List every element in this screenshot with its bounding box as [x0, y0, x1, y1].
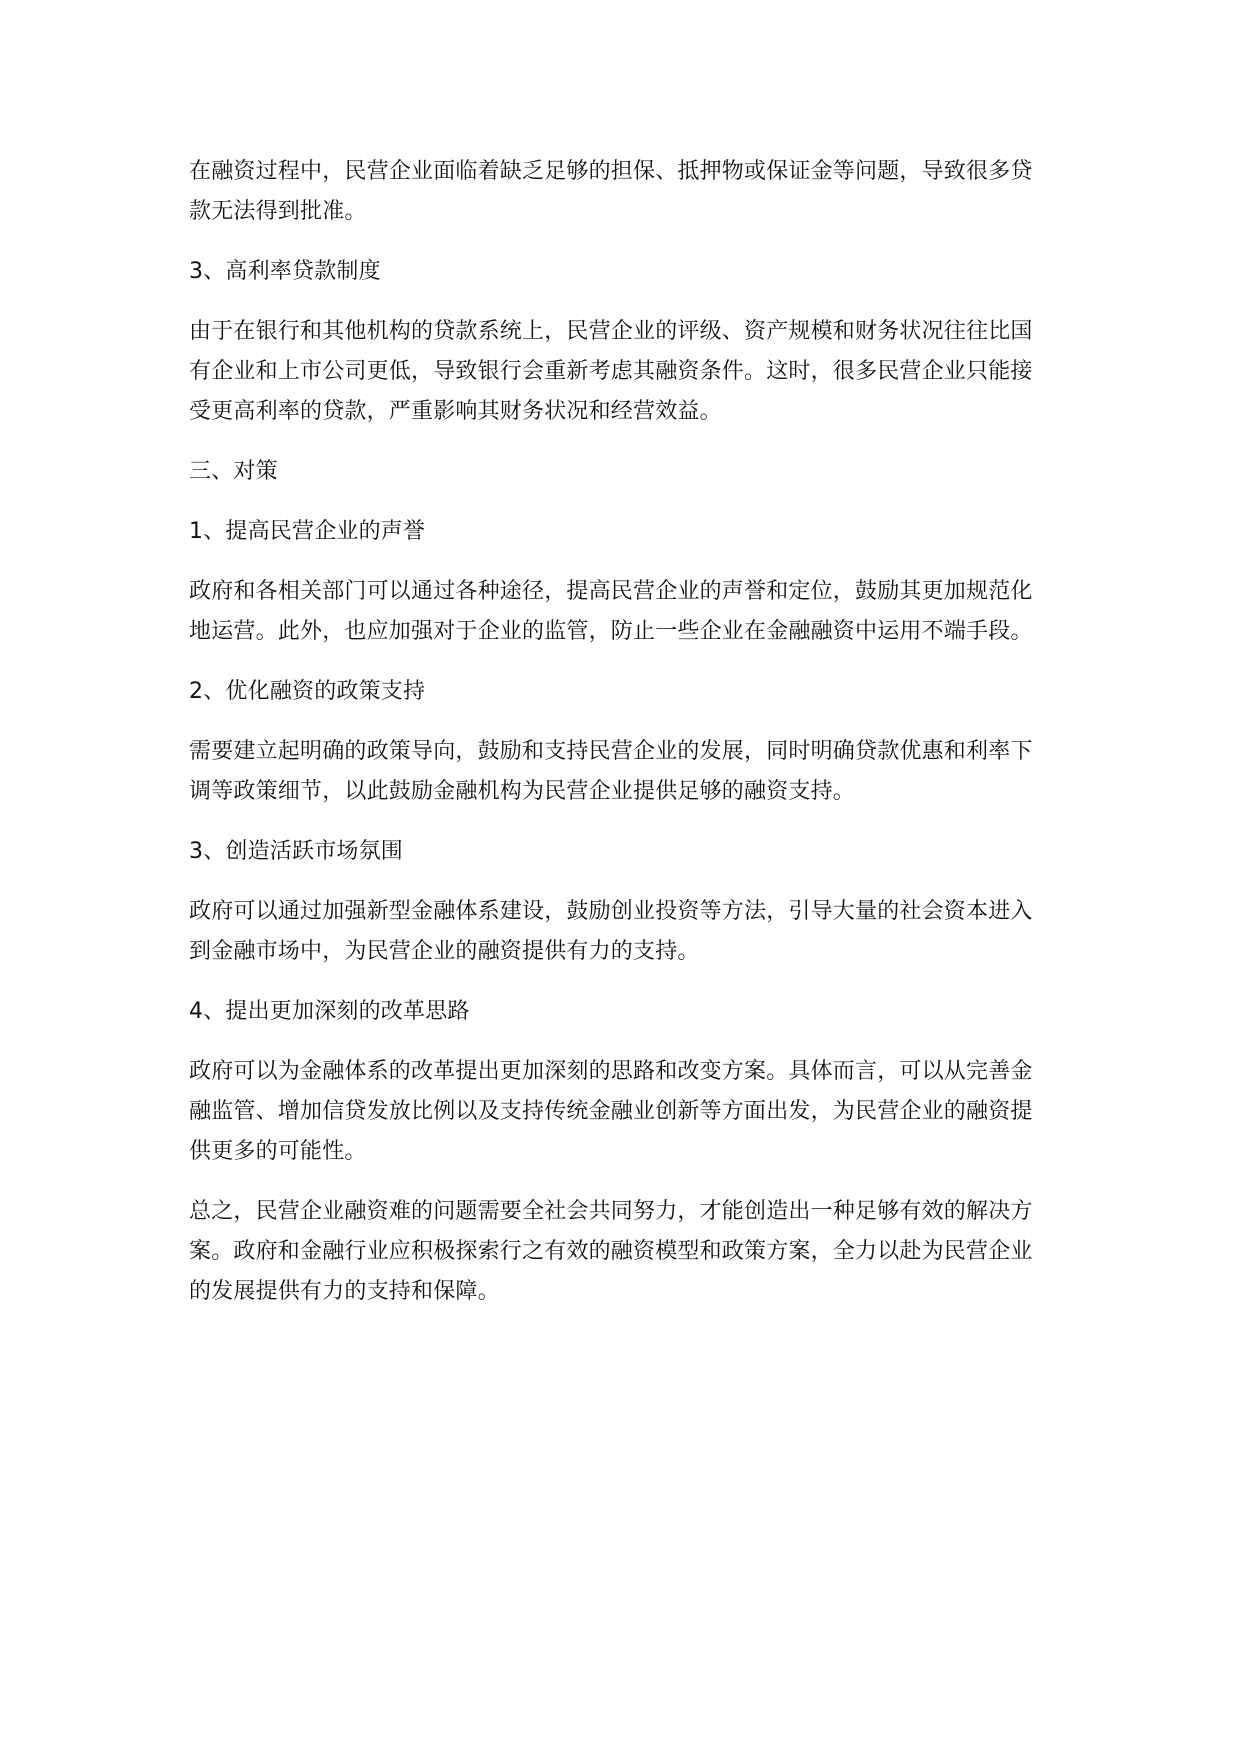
paragraph-improve-reputation: 政府和各相关部门可以通过各种途径，提高民营企业的声誉和定位，鼓励其更加规范化地运营。此外，也应加强对于企业的监管，防止一些企业在金融融资中运用不端手段。	[189, 579, 1033, 644]
paragraph-active-market: 政府可以通过加强新型金融体系建设，鼓励创业投资等方法，引导大量的社会资本进入到金融市场中，为民营企业的融资提供有力的支持。	[189, 899, 1033, 964]
heading-high-interest-loans: 3、高利率贷款制度	[189, 259, 381, 284]
paragraph-financing-guarantee: 在融资过程中，民营企业面临着缺乏足够的担保、抵押物或保证金等问题，导致很多贷款无法得到批准。	[189, 159, 1033, 224]
paragraph-conclusion: 总之，民营企业融资难的问题需要全社会共同努力，才能创造出一种足够有效的解决方案。政府和金融行业应积极探索行之有效的融资模型和政策方案，全力以赴为民营企业的发展提供有力的支持和保障。	[189, 1199, 1033, 1304]
section-heading-countermeasures: 三、对策	[189, 459, 278, 484]
heading-policy-support: 2、优化融资的政策支持	[189, 679, 426, 704]
heading-active-market: 3、创造活跃市场氛围	[189, 839, 403, 864]
heading-improve-reputation: 1、提高民营企业的声誉	[189, 519, 426, 544]
heading-reform-ideas: 4、提出更加深刻的改革思路	[189, 999, 470, 1024]
document-body	[189, 152, 1051, 1312]
paragraph-reform-ideas: 政府可以为金融体系的改革提出更加深刻的思路和改变方案。具体而言，可以从完善金融监管、增加信贷发放比例以及支持传统金融业创新等方面出发，为民营企业的融资提供更多的可能性。	[189, 1059, 1033, 1164]
paragraph-high-interest-loans: 由于在银行和其他机构的贷款系统上，民营企业的评级、资产规模和财务状况往往比国有企业和上市公司更低，导致银行会重新考虑其融资条件。这时，很多民营企业只能接受更高利率的贷款，严重影响其财务状况和经营效益。	[189, 319, 1033, 424]
paragraph-policy-support: 需要建立起明确的政策导向，鼓励和支持民营企业的发展，同时明确贷款优惠和利率下调等政策细节，以此鼓励金融机构为民营企业提供足够的融资支持。	[189, 739, 1033, 804]
